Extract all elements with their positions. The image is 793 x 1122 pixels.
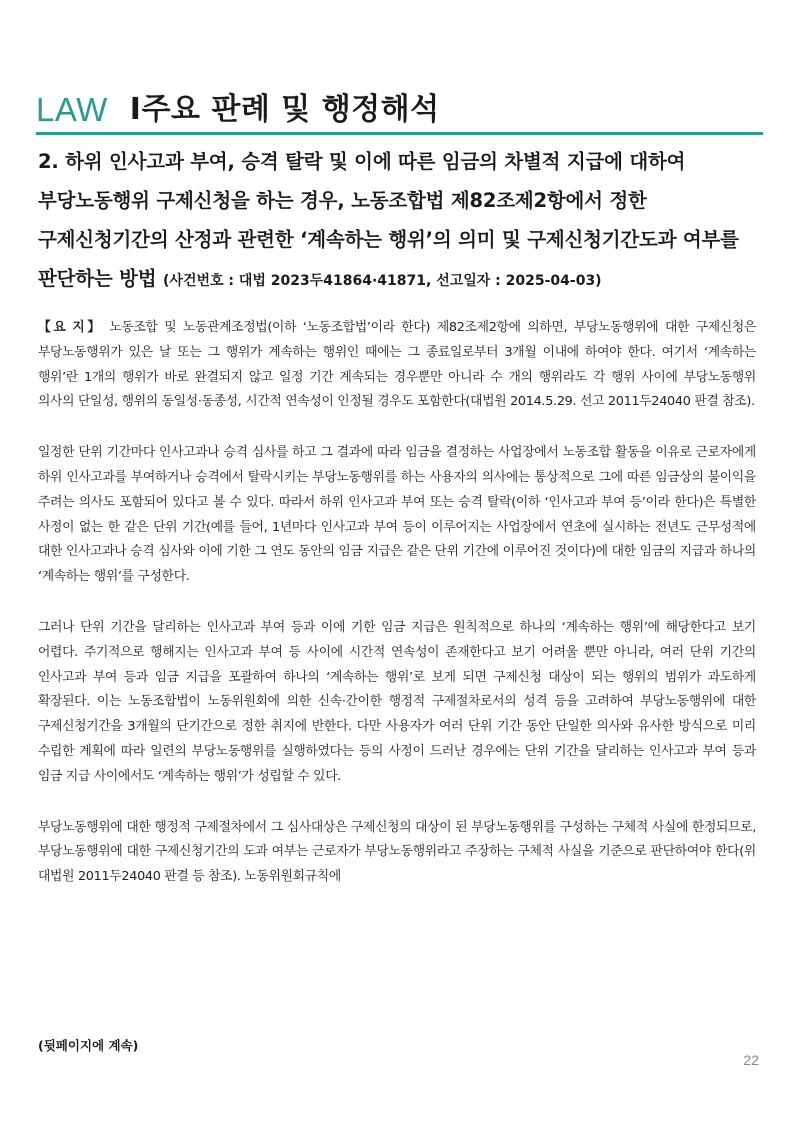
paragraph-text: 노동조합 및 노동관계조정법(이하 ‘노동조합법’이라 한다) 제82조제2항에 의하면, 부당노동행위에 대한 구제신청은 부당노동행위가 있은 날 또는 그 행위가 계속하는 행위인 때에는 그 종료일로부터 3개월 이내에 하여야 한다. 여기서 ‘계속하는 행위’란 1개의 행위가 바로 완결되지 않고 일정 기간 계속되는 경우뿐만 아니라 수 개의 행위라도 각 행위 사이에 부당노동행위 의사의 단일성, 행위의 동일성·동종성, 시간적 연속성이 인정될 경우도 포함한다(대법원 2014.5.29. 선고 2011두24040 판결 참조).: [38, 320, 756, 410]
brand-label: LAW: [36, 91, 108, 128]
case-info: (사건번호 : 대법 2023두41864·41871, 선고일자 : 2025-04-03): [163, 273, 602, 289]
section-title: Ⅰ주요 판례 및 행정해석: [129, 92, 440, 127]
body-paragraph: 그러나 단위 기간을 달리하는 인사고과 부여 등과 이에 기한 임금 지급은 원칙적으로 하나의 ‘계속하는 행위’에 해당한다고 보기 어렵다. 주기적으로 행해지는 인사고과 부여 등 사이에 시간적 연속성이 존재한다고 보기 어려울 뿐만 아니라, 여러 단위 기간의 인사고과 부여 등과 임금 지급을 포괄하여 하나의 ‘계속하는 행위’로 보게 되면 구제신청 대상이 되는 행위의 범위가 과도하게 확장된다. 이는 노동조합법이 노동위원회에 의한 신속·간이한 행정적 구제절차로서의 성격 등을 고려하여 부당노동행위에 대한 구제신청기간을 3개월의 단기간으로 정한 취지에 반한다. 다만 사용자가 여러 단위 기간 동안 단일한 의사와 유사한 방식으로 미리 수립한 계획에 따라 일련의 부당노동행위를 실행하였다는 등의 사정이 드러난 경우에는 단위 기간을 달리하는 인사고과 부여 등과 임금 지급 사이에서도 ‘계속하는 행위’가 성립할 수 있다.: [38, 619, 756, 784]
summary-paragraph: [38, 316, 756, 415]
continued-note: (뒷페이지에 계속): [38, 1038, 139, 1053]
body-paragraph: 부당노동행위에 대한 행정적 구제절차에서 그 심사대상은 구제신청의 대상이 된 부당노동행위를 구성하는 구체적 사실에 한정되므로, 부당노동행위에 대한 구제신청기간의 도과 여부는 근로자가 부당노동행위라고 주장하는 구체적 사실을 기준으로 판단하여야 한다(위 대법원 2011두24040 판결 등 참조). 노동위원회규칙에: [38, 819, 756, 885]
body-paragraph: 일정한 단위 기간마다 인사고과나 승격 심사를 하고 그 결과에 따라 임금을 결정하는 사업장에서 노동조합 활동을 이유로 근로자에게 하위 인사고과를 부여하거나 승격에서 탈락시키는 부당노동행위를 하는 사용자의 의사에는 통상적으로 그에 따른 임금상의 불이익을 주려는 의사도 포함되어 있다고 볼 수 있다. 따라서 하위 인사고과 부여 또는 승격 탈락(이하 ‘인사고과 부여 등’이라 한다)은 특별한 사정이 없는 한 같은 단위 기간(예를 들어, 1년마다 인사고과 부여 등이 이루어지는 사업장에서 연초에 실시하는 전년도 근무성적에 대한 인사고과나 승격 심사와 이에 기한 그 연도 동안의 임금 지급은 같은 단위 기간에 이루어진 것이다)에 대한 임금의 지급과 하나의 ‘계속하는 행위’를 구성한다.: [38, 445, 756, 585]
article-body: [38, 316, 756, 916]
article-title: [38, 142, 762, 301]
header-divider: [36, 132, 763, 135]
page-number: 22: [743, 1052, 759, 1068]
page-header: [36, 84, 762, 130]
summary-label: 【요 지】: [38, 320, 103, 335]
article-title-text: 2. 하위 인사고과 부여, 승격 탈락 및 이에 따른 임금의 차별적 지급에 대하여 부당노동행위 구제신청을 하는 경우, 노동조합법 제82조제2항에서 정한 구제신청기간의 산정과 관련한 ‘계속하는 행위’의 의미 및 구제신청기간도과 여부를 판단하는 방법: [38, 150, 739, 290]
